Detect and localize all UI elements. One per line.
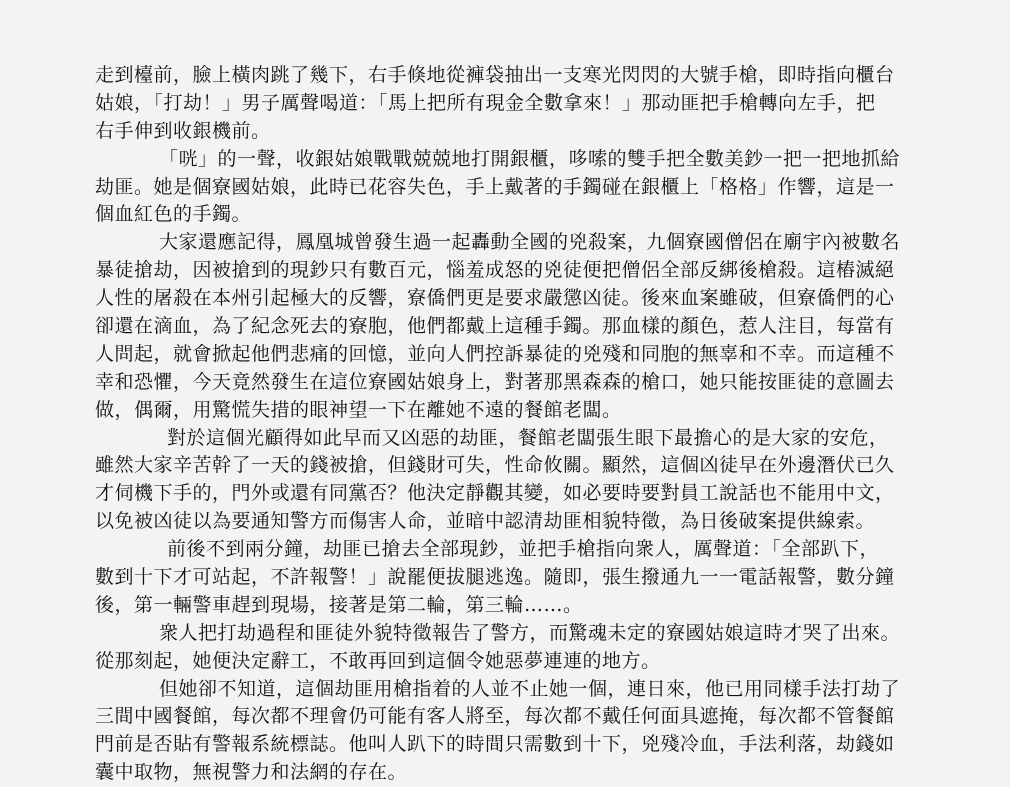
text-line-3: 右手伸到收銀機前。 [95,119,271,142]
text-line-26: 囊中取物，無視警力和法網的存在。 [95,761,408,784]
text-line-15: 雖然大家辛苦幹了一天的錢被搶，但錢財可失，性命攸關。顯然，這個凶徒早在外邊潛伏已久 [95,454,895,477]
text-line-18: 前後不到兩分鐘，劫匪已搶去全部現鈔，並把手槍指向衆人，厲聲道：「全部趴下， [167,538,880,561]
text-line-1: 走到檯前，臉上橫肉跳了幾下，右手倏地從褲袋抽出一支寒光閃閃的大號手槍，即時指向櫃台 [95,64,895,86]
text-line-2: 姑娘，「打劫！」男子厲聲喝道：「馬上把所有現金全數拿來！」那动匪把手槍轉向左手，把 [95,91,876,114]
text-line-4: 「咣」的一聲，收銀姑娘戰戰兢兢地打開銀櫃，哆嗦的雙手把全數美鈔一把一把地抓給 [159,147,901,170]
body-text [95,62,955,787]
text-line-22: 從那刻起，她便決定辭工，不敢再回到這個令她惡夢連連的地方。 [95,649,661,672]
text-line-12: 幸和恐懼，今天竟然發生在這位寮國姑娘身上，對著那黑森森的槍口，她只能按匪徒的意圖去 [95,370,895,393]
text-line-6: 個血紅色的手鐲。 [95,203,252,226]
text-line-14: 對於這個光顧得如此早而又凶惡的劫匪，餐館老闆張生眼下最擔心的是大家的安危， [167,426,889,449]
text-line-21: 衆人把打劫過程和匪徒外貌特徵報告了警方，而驚魂未定的寮國姑娘這時才哭了出來。 [159,621,901,644]
text-line-19: 數到十下才可站起，不許報警！」說罷便拔腿逃逸。隨即，張生撥通九一一電話報警，數分鐘 [95,566,895,589]
text-line-16: 才伺機下手的，門外或還有同黨否？他決定靜觀其變，如必要時要對員工說話也不能用中文， [95,482,895,505]
text-line-13: 做，偶爾，用驚慌失措的眼神望一下在離她不遠的餐館老闆。 [95,398,622,421]
text-line-20: 後，第一輛警車趕到現場，接著是第二輪，第三輪……。 [95,593,583,616]
text-line-10: 卻還在滴血，為了紀念死去的寮胞，他們都戴上這種手鐲。那血樣的顏色，惹人注目，每當有 [95,315,895,338]
text-line-11: 人問起，就會掀起他們悲痛的回憶，並向人們控訴暴徒的兇殘和同胞的無辜和不幸。而這種不 [95,342,895,365]
text-line-8: 暴徒搶劫，因被搶到的現鈔只有數百元，惱羞成怒的兇徒便把僧侶全部反綁後槍殺。這樁滅絕 [95,259,895,282]
text-line-5: 劫匪。她是個寮國姑娘，此時已花容失色，手上戴著的手鐲碰在銀櫃上「格格」作響，這是一 [95,175,895,198]
text-line-7: 大家還應記得，鳳凰城曾發生過一起轟動全國的兇殺案，九個寮國僧侶在廟宇內被數名 [159,231,901,254]
text-line-25: 門前是否貼有警報系統標誌。他叫人趴下的時間只需數到十下，兇殘冷血，手法利落，劫錢如 [95,733,895,756]
text-line-17: 以免被凶徒以為要通知警方而傷害人命，並暗中認清劫匪相貌特徵，為日後破案提供線索。 [95,510,876,533]
text-line-24: 三間中國餐館，每次都不理會仍可能有客人將至，每次都不戴任何面具遮掩，每次都不管餐館 [95,705,895,728]
text-line-23: 但她卻不知道，這個劫匪用槍指着的人並不止她一個，連日來，他已用同樣手法打劫了 [159,677,901,700]
text-line-9: 人性的屠殺在本州引起極大的反響，寮僑們更是要求嚴懲凶徒。後來血案雖破，但寮僑們的心 [95,287,895,310]
